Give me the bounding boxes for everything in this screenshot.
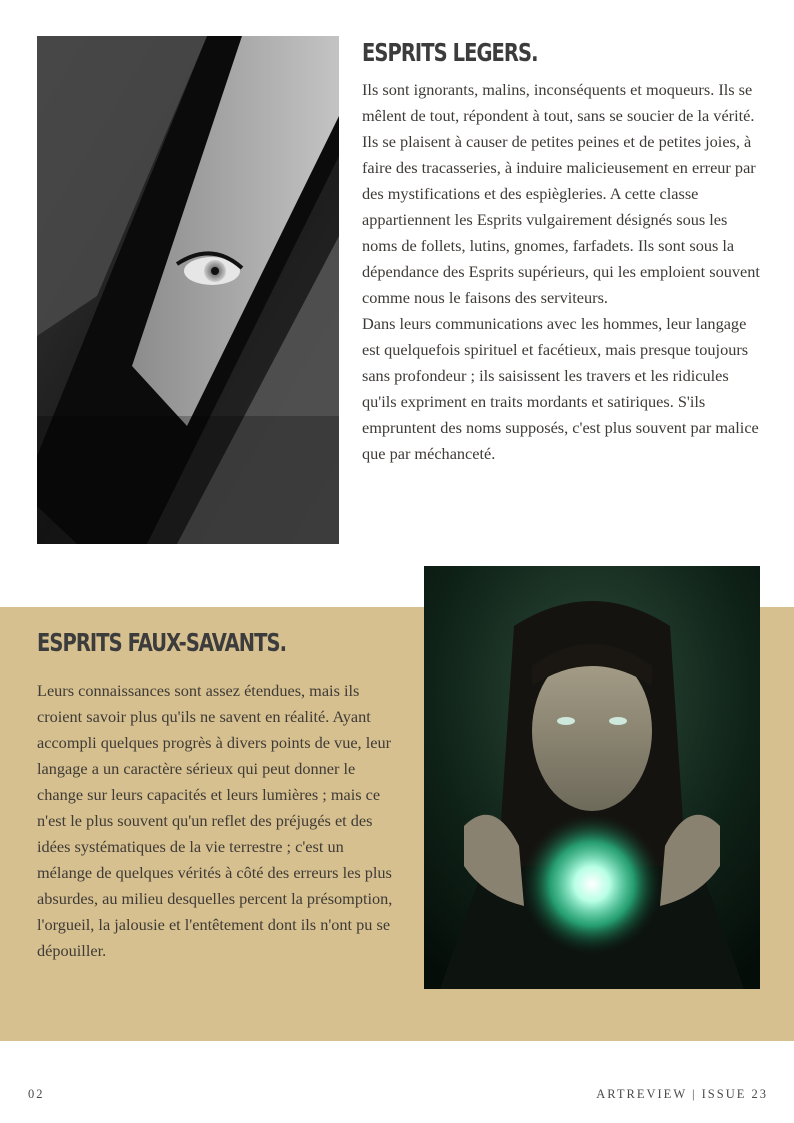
photo-man-with-glowing-orb — [424, 566, 760, 989]
section-body-esprits-legers — [362, 77, 762, 467]
paragraph: Dans leurs communications avec les hommes, leur langage est quelquefois spirituel et facétieux, mais presque toujours sans profondeur ; ils saisissent les travers et les ridicules qu'ils expriment en traits mordants et satiriques. S'ils empruntent des noms supposés, c'est plus souvent par malice que par méchanceté. — [362, 314, 759, 463]
page-number: 02 — [28, 1087, 45, 1101]
paragraph: Ils sont ignorants, malins, inconséquents et moqueurs. Ils se mêlent de tout, répondent à tout, sans se soucier de la vérité. Ils se plaisent à causer de petites peines et de petites joies, à faire des tracasseries, à induire malicieusement en erreur par des mystifications et des espiègleries. A cette classe appartiennent les Esprits vulgairement désignés sous les noms de follets, lutins, gnomes, farfadets. Ils sont sous la dépendance des Esprits supérieurs, qui les emploient souvent comme nous le faisons des serviteurs. — [362, 80, 760, 307]
paragraph: Leurs connaissances sont assez étendues, mais ils croient savoir plus qu'ils ne savent en réalité. Ayant accompli quelques progrès à divers points de vue, leur langage a un caractère sérieux qui peut donner le change sur leurs capacités et leurs lumières ; mais ce n'est le plus souvent qu'un reflet des préjugés et des idées systématiques de la vie terrestre ; c'est un mélange de quelques vérités à côté des erreurs les plus absurdes, au milieu desquelles percent la présomption, l'orgueil, la jalousie et l'entêtement dont ils n'ont pu se dépouiller. — [37, 681, 393, 960]
section-title-esprits-legers: ESPRITS LEGERS. — [362, 38, 538, 67]
section-body-esprits-faux-savants — [37, 678, 399, 964]
publication-footer: ARTREVIEW | ISSUE 23 — [596, 1087, 768, 1101]
section-title-esprits-faux-savants: ESPRITS FAUX-SAVANTS. — [37, 628, 287, 657]
photo-eye-through-boards — [37, 36, 339, 544]
